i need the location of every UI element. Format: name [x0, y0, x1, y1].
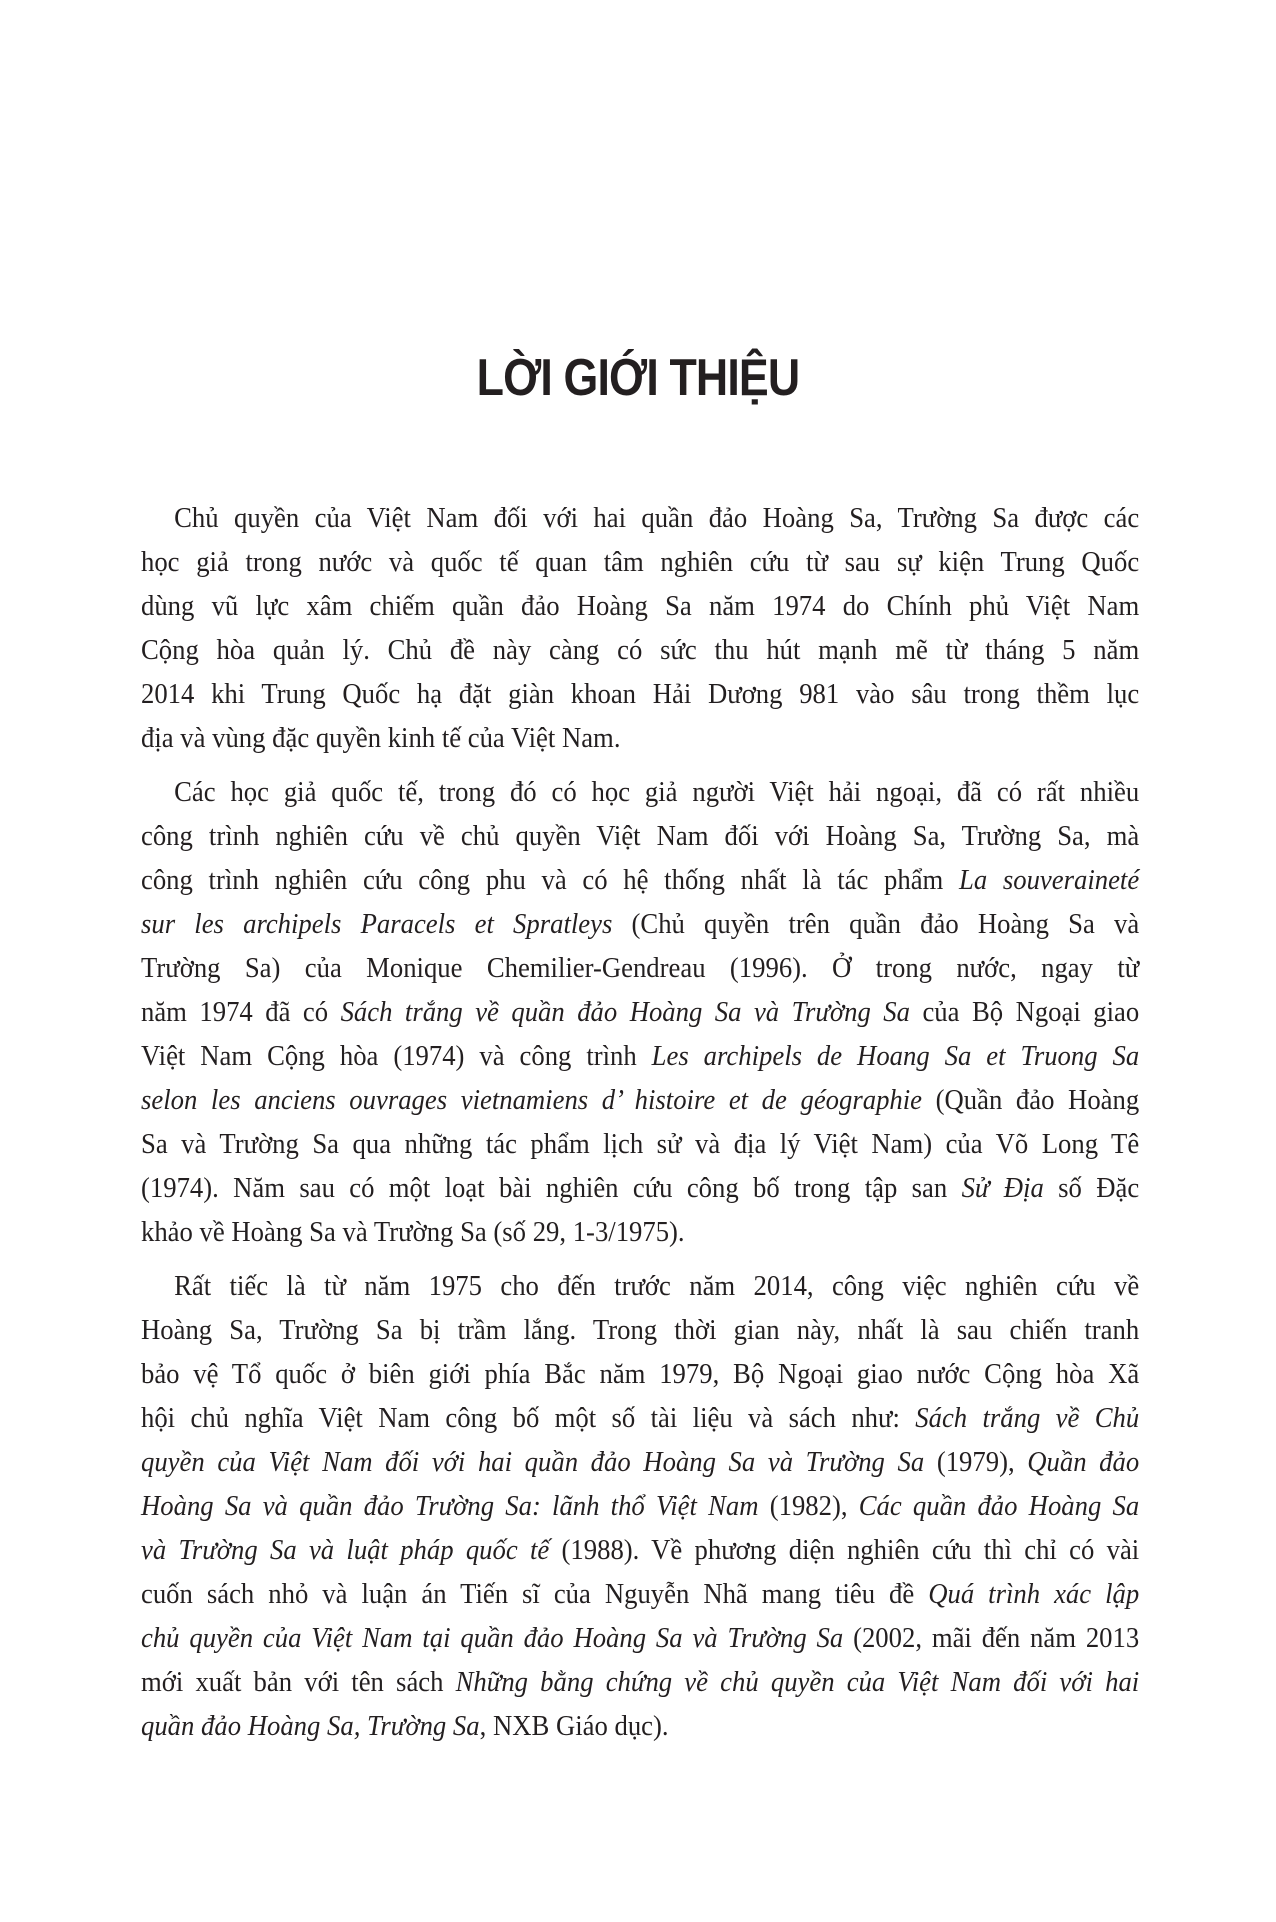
text-line	[141, 1078, 1139, 1122]
body-text: Rất tiếc là từ năm 1975 cho đến trước năm 2014, công việc nghiên cứu về	[174, 1270, 1140, 1302]
text-line	[141, 1352, 1139, 1396]
body-text: mới xuất bản với tên sách	[141, 1666, 456, 1698]
document-body	[141, 496, 1139, 1758]
italic-title-text: Những bằng chứng về chủ quyền của Việt Nam đối với hai	[455, 1666, 1140, 1698]
italic-title-text: Các quần đảo Hoàng Sa	[858, 1490, 1140, 1522]
body-text: của Bộ Ngoại giao	[909, 996, 1140, 1028]
body-text: Việt Nam Cộng hòa (1974) và công trình	[141, 1040, 652, 1072]
italic-title-text: selon les anciens ouvrages vietnamiens d’ histoire et de géographie	[141, 1084, 923, 1116]
body-text: Chủ quyền của Việt Nam đối với hai quần đảo Hoàng Sa, Trường Sa được các	[174, 502, 1140, 534]
italic-title-text: chủ quyền của Việt Nam tại quần đảo Hoàng Sa và Trường Sa	[141, 1622, 844, 1654]
body-text: (1982),	[758, 1490, 859, 1522]
italic-title-text: sur les archipels Paracels et Spratleys	[141, 908, 613, 940]
text-line	[141, 1122, 1139, 1166]
text-line	[141, 1440, 1139, 1484]
italic-title-text: Quá trình xác lập	[928, 1578, 1140, 1610]
text-line	[141, 1528, 1139, 1572]
body-text: Cộng hòa quản lý. Chủ đề này càng có sức thu hút mạnh mẽ từ tháng 5 năm	[141, 634, 1140, 666]
body-text: hội chủ nghĩa Việt Nam công bố một số tài liệu và sách như:	[141, 1402, 916, 1434]
italic-title-text: quyền của Việt Nam đối với hai quần đảo Hoàng Sa và Trường Sa	[141, 1446, 925, 1478]
text-line	[141, 1166, 1139, 1210]
text-line	[141, 716, 1139, 760]
italic-title-text: Sách trắng về quần đảo Hoàng Sa và Trường Sa	[340, 996, 910, 1028]
body-text: dùng vũ lực xâm chiếm quần đảo Hoàng Sa năm 1974 do Chính phủ Việt Nam	[141, 590, 1140, 622]
text-line	[141, 1308, 1139, 1352]
body-text: số Đặc	[1043, 1172, 1140, 1204]
body-text: (Quần đảo Hoàng	[922, 1084, 1140, 1116]
text-line	[141, 584, 1139, 628]
text-line	[141, 990, 1139, 1034]
body-text: (Chủ quyền trên quần đảo Hoàng Sa và	[612, 908, 1140, 940]
text-line	[141, 540, 1139, 584]
body-text: bảo vệ Tổ quốc ở biên giới phía Bắc năm 1979, Bộ Ngoại giao nước Cộng hòa Xã	[141, 1358, 1140, 1390]
text-line	[141, 672, 1139, 716]
italic-title-text: Quần đảo	[1027, 1446, 1140, 1478]
text-line	[141, 1660, 1139, 1704]
body-text: Trường Sa) của Monique Chemilier-Gendreau (1996). Ở trong nước, ngay từ	[141, 952, 1140, 984]
italic-title-text: Sách trắng về Chủ	[915, 1402, 1140, 1434]
text-line	[141, 1264, 1139, 1308]
body-text: công trình nghiên cứu công phu và có hệ thống nhất là tác phẩm	[141, 864, 959, 896]
italic-title-text: Sử Địa	[961, 1172, 1044, 1204]
text-line	[141, 628, 1139, 672]
italic-title-text: La souveraineté	[958, 864, 1140, 896]
body-text: (1974). Năm sau có một loạt bài nghiên cứu công bố trong tập san	[141, 1172, 962, 1204]
text-line	[141, 1704, 1139, 1748]
page-title: LỜI GIỚI THIỆU	[476, 349, 800, 407]
text-line	[141, 858, 1139, 902]
body-text: công trình nghiên cứu về chủ quyền Việt Nam đối với Hoàng Sa, Trường Sa, mà	[141, 820, 1140, 852]
text-line	[141, 814, 1139, 858]
paragraph	[141, 770, 1139, 1254]
text-line	[141, 1034, 1139, 1078]
text-line	[141, 1484, 1139, 1528]
italic-title-text: quần đảo Hoàng Sa, Trường Sa	[141, 1710, 480, 1742]
body-text: Sa và Trường Sa qua những tác phẩm lịch sử và địa lý Việt Nam) của Võ Long Tê	[141, 1128, 1140, 1160]
body-text: (1988). Về phương diện nghiên cứu thì chỉ có vài	[549, 1534, 1140, 1566]
text-line	[141, 1572, 1139, 1616]
paragraph	[141, 496, 1139, 760]
body-text: (1979),	[924, 1446, 1028, 1478]
text-line	[141, 496, 1139, 540]
body-text: , NXB Giáo dục).	[479, 1710, 669, 1742]
body-text: năm 1974 đã có	[141, 996, 341, 1028]
body-text: Hoàng Sa, Trường Sa bị trầm lắng. Trong thời gian này, nhất là sau chiến tranh	[141, 1314, 1140, 1346]
text-line	[141, 1396, 1139, 1440]
text-line	[141, 1616, 1139, 1660]
body-text: học giả trong nước và quốc tế quan tâm nghiên cứu từ sau sự kiện Trung Quốc	[141, 546, 1140, 578]
paragraph	[141, 1264, 1139, 1748]
text-line	[141, 902, 1139, 946]
italic-title-text: Les archipels de Hoang Sa et Truong Sa	[651, 1040, 1140, 1072]
italic-title-text: và Trường Sa và luật pháp quốc tế	[141, 1534, 550, 1566]
body-text: 2014 khi Trung Quốc hạ đặt giàn khoan Hải Dương 981 vào sâu trong thềm lục	[141, 678, 1140, 710]
body-text: cuốn sách nhỏ và luận án Tiến sĩ của Nguyễn Nhã mang tiêu đề	[141, 1578, 929, 1610]
text-line	[141, 770, 1139, 814]
body-text: địa và vùng đặc quyền kinh tế của Việt Nam.	[141, 722, 621, 754]
body-text: Các học giả quốc tế, trong đó có học giả người Việt hải ngoại, đã có rất nhiều	[174, 776, 1140, 808]
text-line	[141, 1210, 1139, 1254]
text-line	[141, 946, 1139, 990]
body-text: khảo về Hoàng Sa và Trường Sa (số 29, 1-3/1975).	[141, 1216, 685, 1248]
italic-title-text: Hoàng Sa và quần đảo Trường Sa: lãnh thổ Việt Nam	[141, 1490, 759, 1522]
body-text: (2002, mãi đến năm 2013	[843, 1622, 1140, 1654]
